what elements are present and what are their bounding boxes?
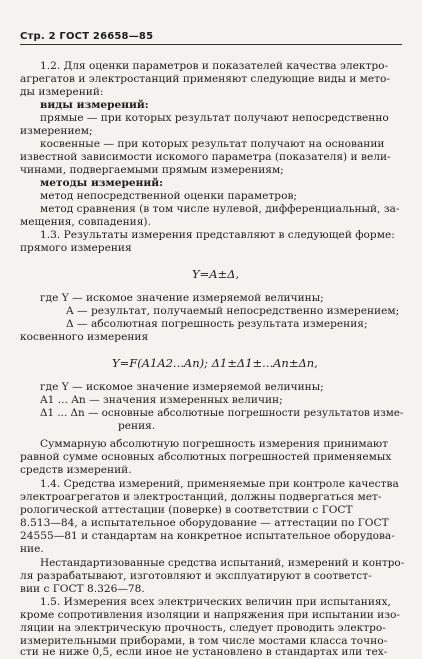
text-line: ние. — [20, 543, 44, 555]
text-line: 1.2. Для оценки параметров и показателей качества электро- — [40, 60, 389, 72]
text-line: мещения, совпадения). — [20, 216, 151, 228]
text-line: косвенные — при которых результат получают на основании — [40, 138, 385, 150]
text-line: прямые — при которых результат получают непосредственно — [40, 112, 389, 124]
text-line: Δ — абсолютная погрешность результата измерения; — [66, 318, 368, 330]
text-line: 1.4. Средства измерений, применяемые при контроле качества — [40, 478, 399, 490]
text-line: ды измерений: — [20, 86, 104, 98]
text-line: сти не ниже 0,5, если иное не установлено в стандартах или тех- — [20, 646, 388, 658]
text-line: Суммарную абсолютную погрешность измерения принимают — [40, 438, 388, 450]
text-line: рологической аттестации (поверке) в соответствии с ГОСТ — [20, 504, 353, 516]
text-line: A — результат, получаемый непосредственно измерением; — [66, 305, 400, 317]
text-line: измерительными приборами, в том числе мостами класса точно- — [20, 635, 388, 647]
text-line: 1.3. Результаты измерения представляют в следующей форме: — [40, 229, 395, 241]
text-line: агрегатов и электростанций применяют следующие виды и мето- — [20, 73, 390, 85]
text-line: кроме сопротивления изоляции и напряжения при испытании изо- — [20, 609, 400, 621]
text-line: 1.5. Измерения всех электрических величин при испытаниях, — [40, 596, 391, 608]
text-line: измерением; — [20, 125, 93, 137]
text-line: ля разрабатывают, изготовляют и эксплуатируют в соответст- — [20, 570, 372, 582]
text-line: где Y — искомое значение измеряемой величины; — [40, 292, 324, 304]
text-line: метод сравнения (в том числе нулевой, дифференциальный, за- — [40, 203, 400, 215]
text-line: косвенного измерения — [20, 331, 149, 343]
formula-direct: Y=A±Δ, — [192, 267, 240, 281]
text-line: равной сумме основных абсолютных погрешностей применяемых — [20, 451, 392, 463]
text-line: средств измерений. — [20, 464, 132, 476]
text-line: рения. — [118, 420, 156, 432]
text-line: метод непосредственной оценки параметров; — [40, 190, 297, 202]
text-line: 8.513—84, а испытательное оборудование — аттестации по ГОСТ — [20, 517, 389, 529]
section-subheading: методы измерений: — [40, 177, 164, 189]
text-line: прямого измерения — [20, 242, 132, 254]
text-line: где Y — искомое значение измеряемой величины; — [40, 381, 324, 393]
text-line: Δ1 ... Δn — основные абсолютные погрешности результатов изме- — [40, 407, 404, 419]
text-line: ляции на электрическую прочность, следует проводить электро- — [20, 622, 386, 634]
text-line: известной зависимости искомого параметра (показателя) и вели- — [20, 151, 391, 163]
text-line: вии с ГОСТ 8.326—78. — [20, 583, 145, 595]
formula-indirect: Y=F(A1A2...An); Δ1±Δ1±...An±Δn, — [112, 356, 318, 370]
text-line: A1 ... An — значения измеренных величин; — [40, 394, 283, 406]
text-line: 24555—81 и стандартам на конкретное испытательное оборудова- — [20, 530, 395, 542]
text-line: чинами, подвергаемыми прямым измерениям; — [20, 164, 284, 176]
text-line: Нестандартизованные средства испытаний, измерений и контро- — [40, 557, 405, 569]
section-subheading: виды измерений: — [40, 99, 149, 111]
header-rule — [20, 44, 402, 45]
page-header: Стр. 2 ГОСТ 26658—85 — [20, 31, 154, 42]
text-line: электроагрегатов и электростанций, должны подвергаться мет- — [20, 491, 382, 503]
